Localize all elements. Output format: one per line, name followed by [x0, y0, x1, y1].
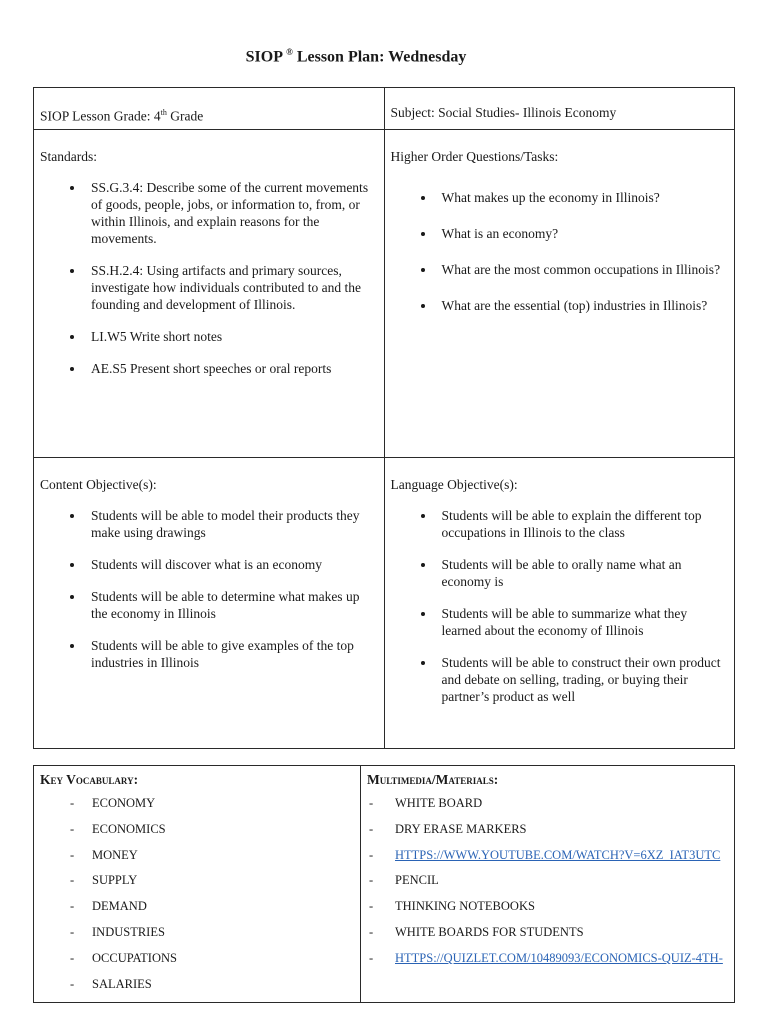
- list-item: • Students will be able to determine what makes up the economy in Illinois: [85, 588, 378, 622]
- list-item: • Students will be able to give examples of the top industries in Illinois: [85, 637, 378, 671]
- vocabulary-materials-table: [33, 765, 735, 1003]
- material-text: THINKING NOTEBOOKS: [395, 899, 535, 914]
- hoq-label: Higher Order Questions/Tasks:: [390, 149, 559, 164]
- vocabulary-term: DEMAND: [92, 899, 147, 914]
- dash-marker: -: [70, 873, 75, 888]
- vocabulary-term: SALARIES: [92, 976, 152, 991]
- vocabulary-item: [40, 950, 354, 966]
- material-text: WHITE BOARDS FOR STUDENTS: [395, 924, 584, 939]
- vocabulary-term: SUPPLY: [92, 873, 138, 888]
- material-item[interactable]: [367, 950, 728, 966]
- list-item: • What are the most common occupations in Illinois?: [436, 261, 729, 278]
- materials-heading: Multimedia/Materials:: [367, 772, 499, 787]
- standards-label: Standards:: [40, 149, 97, 164]
- vocabulary-item: [40, 924, 354, 940]
- hoq-list: [391, 189, 729, 314]
- dash-marker: -: [70, 821, 75, 836]
- materials-cell: [361, 766, 735, 1003]
- material-text: DRY ERASE MARKERS: [395, 821, 527, 836]
- material-link-wrapper: [367, 847, 728, 863]
- vocabulary-cell: [34, 766, 361, 1003]
- vocabulary-term: ECONOMY: [92, 796, 156, 810]
- dash-marker: -: [369, 796, 374, 810]
- standards-cell: [34, 130, 385, 458]
- material-item: [367, 898, 728, 914]
- material-text: WHITE BOARD: [395, 796, 483, 810]
- list-item: • Students will be able to explain the different top occupations in Illinois to the class: [436, 507, 729, 541]
- hoq-cell: [384, 130, 735, 458]
- list-item: • What is an economy?: [436, 225, 729, 242]
- content-objectives-cell: [34, 458, 385, 749]
- vocabulary-item: [40, 795, 354, 811]
- list-item: • Students will discover what is an economy: [85, 556, 378, 573]
- material-item: [367, 821, 728, 837]
- list-item: • What are the essential (top) industries in Illinois?: [436, 297, 729, 314]
- list-item: • Students will be able to model their products they make using drawings: [85, 507, 378, 541]
- vocabulary-term: OCCUPATIONS: [92, 950, 177, 965]
- vocabulary-list: [40, 795, 354, 992]
- materials-list: [367, 795, 728, 966]
- list-item: • What makes up the economy in Illinois?: [436, 189, 729, 206]
- dash-marker: -: [369, 873, 374, 888]
- subject-cell: [384, 88, 735, 130]
- material-item: [367, 924, 728, 940]
- vocabulary-term: ECONOMICS: [92, 821, 166, 836]
- vocabulary-heading: Key Vocabulary:: [40, 772, 139, 787]
- dash-marker: -: [369, 821, 374, 836]
- language-objectives-cell: [384, 458, 735, 749]
- vocabulary-item: [40, 976, 354, 992]
- dash-marker: -: [70, 899, 75, 914]
- list-item: • Students will be able to summarize what they learned about the economy of Illinois: [436, 605, 729, 639]
- list-item: • AE.S5 Present short speeches or oral reports: [85, 360, 378, 377]
- title-rest: Lesson Plan: Wednesday: [296, 48, 467, 66]
- list-item: • Students will be able to construct their own product and debate on selling, trading, or buying their partner’s product as well: [436, 654, 729, 705]
- vocabulary-item: [40, 821, 354, 837]
- dash-marker: -: [369, 847, 374, 862]
- vocabulary-term: INDUSTRIES: [92, 924, 165, 939]
- subject-label: Subject: Social Studies- Illinois Economy: [390, 105, 617, 120]
- list-item: • LI.W5 Write short notes: [85, 328, 378, 345]
- grade-cell: [34, 88, 385, 130]
- dash-marker: -: [70, 796, 75, 810]
- list-item: • SS.G.3.4: Describe some of the current movements of goods, people, jobs, or information to, from, or within Illinois, and explain reasons for the movements.: [85, 179, 378, 247]
- page-title: [0, 47, 712, 66]
- language-objectives-list: [391, 507, 729, 705]
- material-text: PENCIL: [395, 873, 439, 888]
- grade-label: SIOP Lesson Grade: 4th Grade: [40, 108, 204, 124]
- vocabulary-item: [40, 898, 354, 914]
- dash-marker: -: [369, 924, 374, 939]
- vocabulary-item: [40, 847, 354, 863]
- material-item: [367, 872, 728, 888]
- dash-marker: -: [369, 950, 374, 965]
- dash-marker: -: [70, 924, 75, 939]
- list-item: • SS.H.2.4: Using artifacts and primary sources, investigate how individuals contributed to and the founding and development of Illinois.: [85, 262, 378, 313]
- dash-marker: -: [70, 847, 75, 862]
- title-prefix: SIOP: [245, 48, 283, 66]
- dash-marker: -: [70, 976, 75, 991]
- material-item: [367, 795, 728, 811]
- vocabulary-item: [40, 872, 354, 888]
- dash-marker: -: [369, 899, 374, 914]
- content-objectives-list: [40, 507, 378, 671]
- content-objectives-label: Content Objective(s):: [40, 477, 157, 492]
- lesson-plan-table: [33, 87, 735, 749]
- vocabulary-term: MONEY: [92, 847, 138, 862]
- language-objectives-label: Language Objective(s):: [390, 477, 518, 492]
- material-link[interactable]: HTTPS://WWW.YOUTUBE.COM/WATCH?​V=6XZ_IAT3UTC: [395, 847, 721, 862]
- material-link-wrapper: [367, 950, 728, 966]
- standards-list: [40, 179, 378, 377]
- dash-marker: -: [70, 950, 75, 965]
- registered-mark: ®: [286, 47, 293, 57]
- material-link[interactable]: HTTPS://QUIZLET.COM/10489093/ECONOMICS-QUIZ-4TH-: [395, 950, 723, 965]
- material-item[interactable]: [367, 847, 728, 863]
- list-item: • Students will be able to orally name what an economy is: [436, 556, 729, 590]
